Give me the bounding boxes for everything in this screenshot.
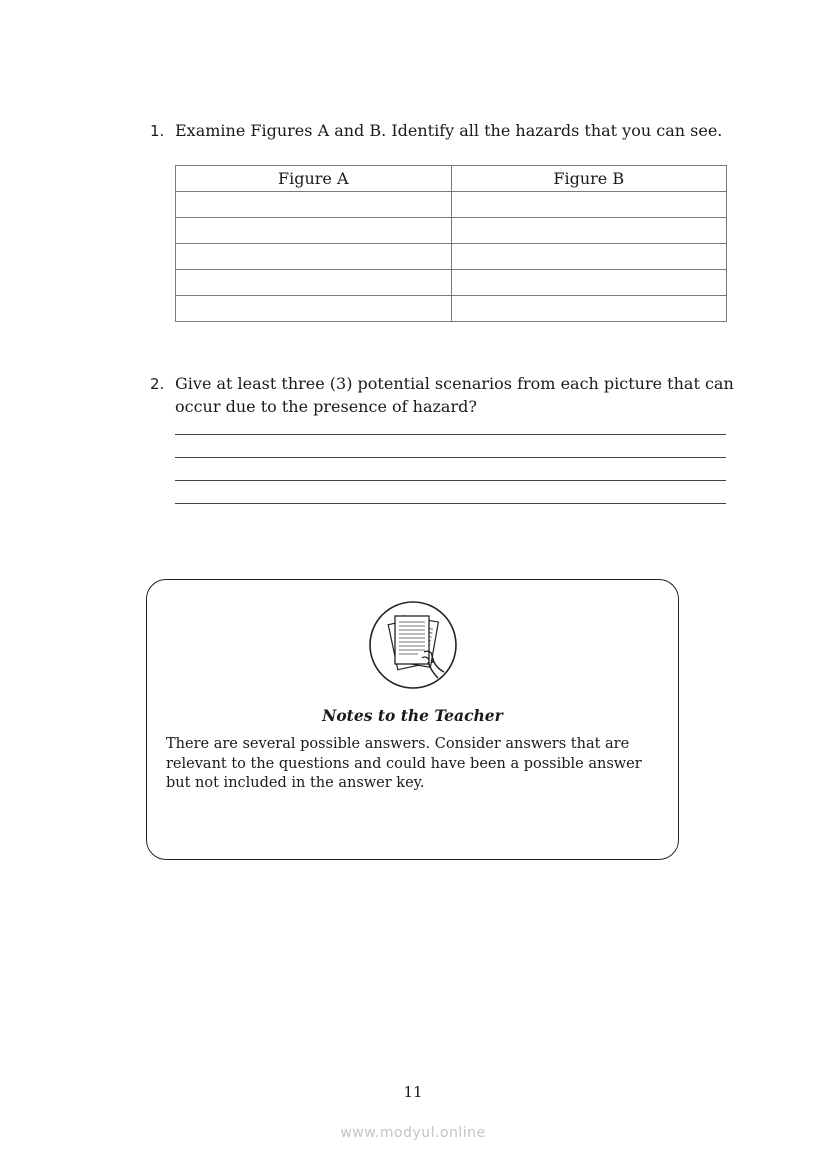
question-1 [150,120,750,142]
hazards-table [175,165,727,322]
question-2 [150,372,740,416]
table-row [176,296,727,322]
answer-line[interactable] [175,434,726,435]
figure-b-cell[interactable] [451,270,727,296]
question-1-number: 1. [150,122,165,140]
table-row [176,218,727,244]
notes-title: Notes to the Teacher [322,706,503,725]
figure-a-header: Figure A [176,166,452,192]
notes-to-teacher-box [146,579,679,860]
table-row [176,244,727,270]
documents-in-hand-icon [368,600,458,690]
figure-b-cell[interactable] [451,244,727,270]
figure-a-cell[interactable] [176,218,452,244]
figure-a-cell[interactable] [176,270,452,296]
page-number: 11 [403,1083,423,1101]
table-header-row [176,166,727,192]
figure-b-header: Figure B [451,166,727,192]
figure-a-cell[interactable] [176,296,452,322]
watermark: www.modyul.online [340,1125,486,1141]
question-1-text: Examine Figures A and B. Identify all the hazards that you can see. [175,121,723,140]
answer-line[interactable] [175,457,726,458]
figure-b-cell[interactable] [451,296,727,322]
table-row [176,192,727,218]
notes-body: There are several possible answers. Consider answers that are relevant to the questions and could have been a possible answer but not included in the answer key. [166,736,642,791]
question-2-number: 2. [150,375,165,393]
answer-line[interactable] [175,480,726,481]
answer-line[interactable] [175,503,726,504]
figure-b-cell[interactable] [451,192,727,218]
figure-b-cell[interactable] [451,218,727,244]
figure-a-cell[interactable] [176,192,452,218]
question-2-text: Give at least three (3) potential scenarios from each picture that can occur due to the presence of hazard? [175,374,734,416]
figure-a-cell[interactable] [176,244,452,270]
table-row [176,270,727,296]
